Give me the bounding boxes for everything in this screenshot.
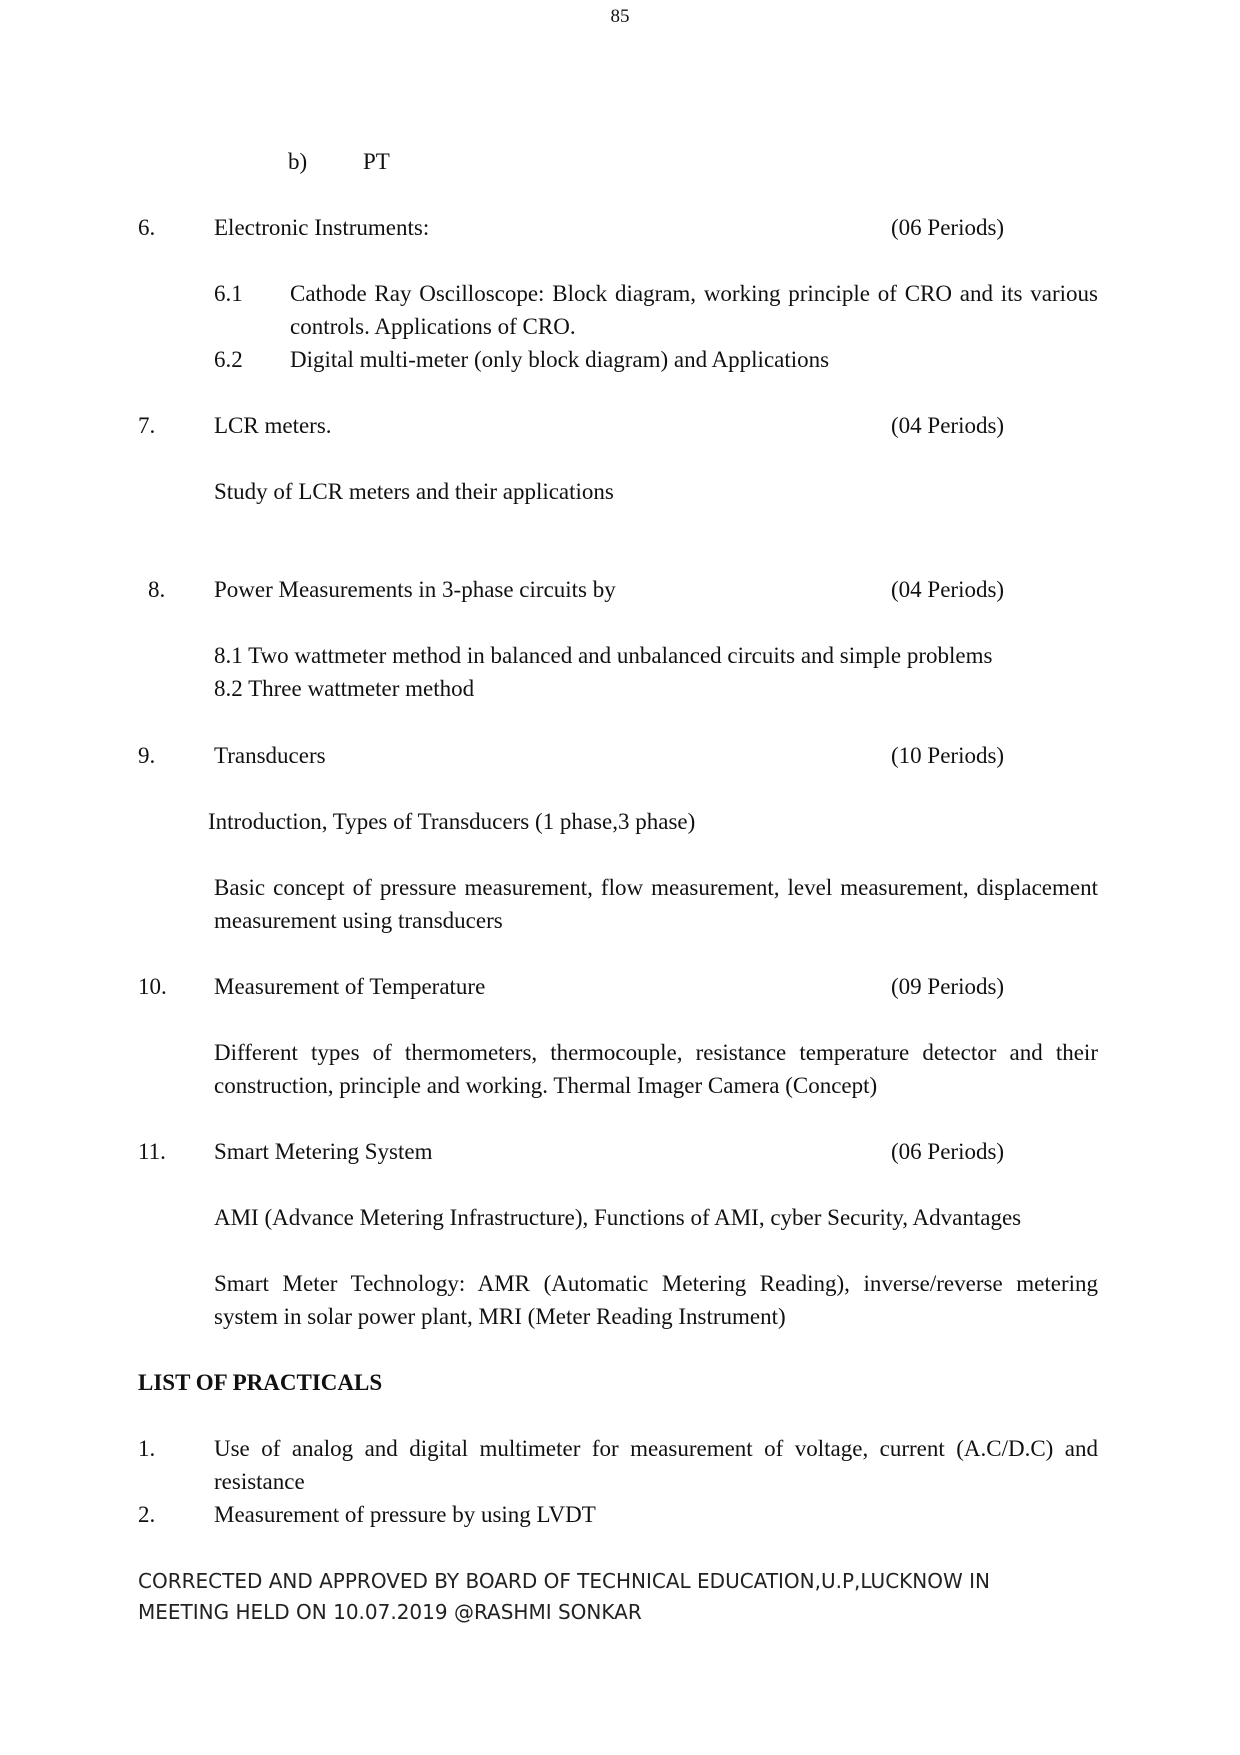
section-line: 8.2 Three wattmeter method: [214, 676, 475, 701]
section-number: 7.: [138, 413, 156, 438]
item-label: b): [288, 149, 308, 174]
subsection-text: Digital multi-meter (only block diagram) and Applications: [290, 347, 830, 372]
section-title: Transducers: [214, 743, 326, 768]
practicals-heading: LIST OF PRACTICALS: [138, 1370, 383, 1395]
section-number: 11.: [138, 1139, 166, 1164]
section-periods: (04 Periods): [891, 413, 1005, 438]
subsection-number: 6.2: [214, 347, 243, 372]
section-number: 9.: [138, 743, 156, 768]
section-title: Power Measurements in 3-phase circuits by: [214, 577, 616, 602]
practical-number: 1.: [138, 1436, 156, 1461]
footer-note: [138, 1566, 1098, 1628]
section-periods: (06 Periods): [891, 1139, 1005, 1164]
section-intro: Introduction, Types of Transducers (1 phase,3 phase): [208, 809, 696, 834]
section-line: 8.1 Two wattmeter method in balanced and unbalanced circuits and simple problems: [214, 643, 993, 668]
page-number: 85: [610, 6, 630, 27]
section-title: Measurement of Temperature: [214, 974, 486, 999]
section-periods: (09 Periods): [891, 974, 1005, 999]
section-number: 6.: [138, 215, 156, 240]
subsection-number: 6.1: [214, 281, 243, 306]
subsection-text: Cathode Ray Oscilloscope: Block diagram, working principle of CRO and its various controls. Applications of CRO.: [290, 281, 1098, 339]
section-title: Electronic Instruments:: [214, 215, 430, 240]
section-body: Basic concept of pressure measurement, flow measurement, level measurement, displacement measurement using transducers: [214, 875, 1098, 933]
practical-number: 2.: [138, 1502, 156, 1527]
section-title: LCR meters.: [214, 413, 332, 438]
section-periods: (04 Periods): [891, 577, 1005, 602]
section-body: Study of LCR meters and their applications: [214, 479, 614, 504]
section-body: AMI (Advance Metering Infrastructure), Functions of AMI, cyber Security, Advantages: [214, 1205, 1022, 1230]
section-number: 8.: [148, 577, 166, 602]
practical-text: Measurement of pressure by using LVDT: [214, 1502, 596, 1527]
section-body: Smart Meter Technology: AMR (Automatic Metering Reading), inverse/reverse metering system in solar power plant, MRI (Meter Reading Instrument): [214, 1271, 1098, 1329]
section-body: Different types of thermometers, thermocouple, resistance temperature detector and their construction, principle and working. Thermal Imager Camera (Concept): [214, 1040, 1098, 1098]
practical-text: Use of analog and digital multimeter for measurement of voltage, current (A.C/D.C) and resistance: [214, 1436, 1098, 1494]
section-number: 10.: [138, 974, 167, 999]
section-title: Smart Metering System: [214, 1139, 433, 1164]
footer-line: MEETING HELD ON 10.07.2019 @RASHMI SONKAR: [138, 1600, 642, 1624]
item-text: PT: [363, 149, 390, 174]
section-periods: (10 Periods): [891, 743, 1005, 768]
footer-line: CORRECTED AND APPROVED BY BOARD OF TECHNICAL EDUCATION,U.P,LUCKNOW IN: [138, 1569, 990, 1593]
section-periods: (06 Periods): [891, 215, 1005, 240]
